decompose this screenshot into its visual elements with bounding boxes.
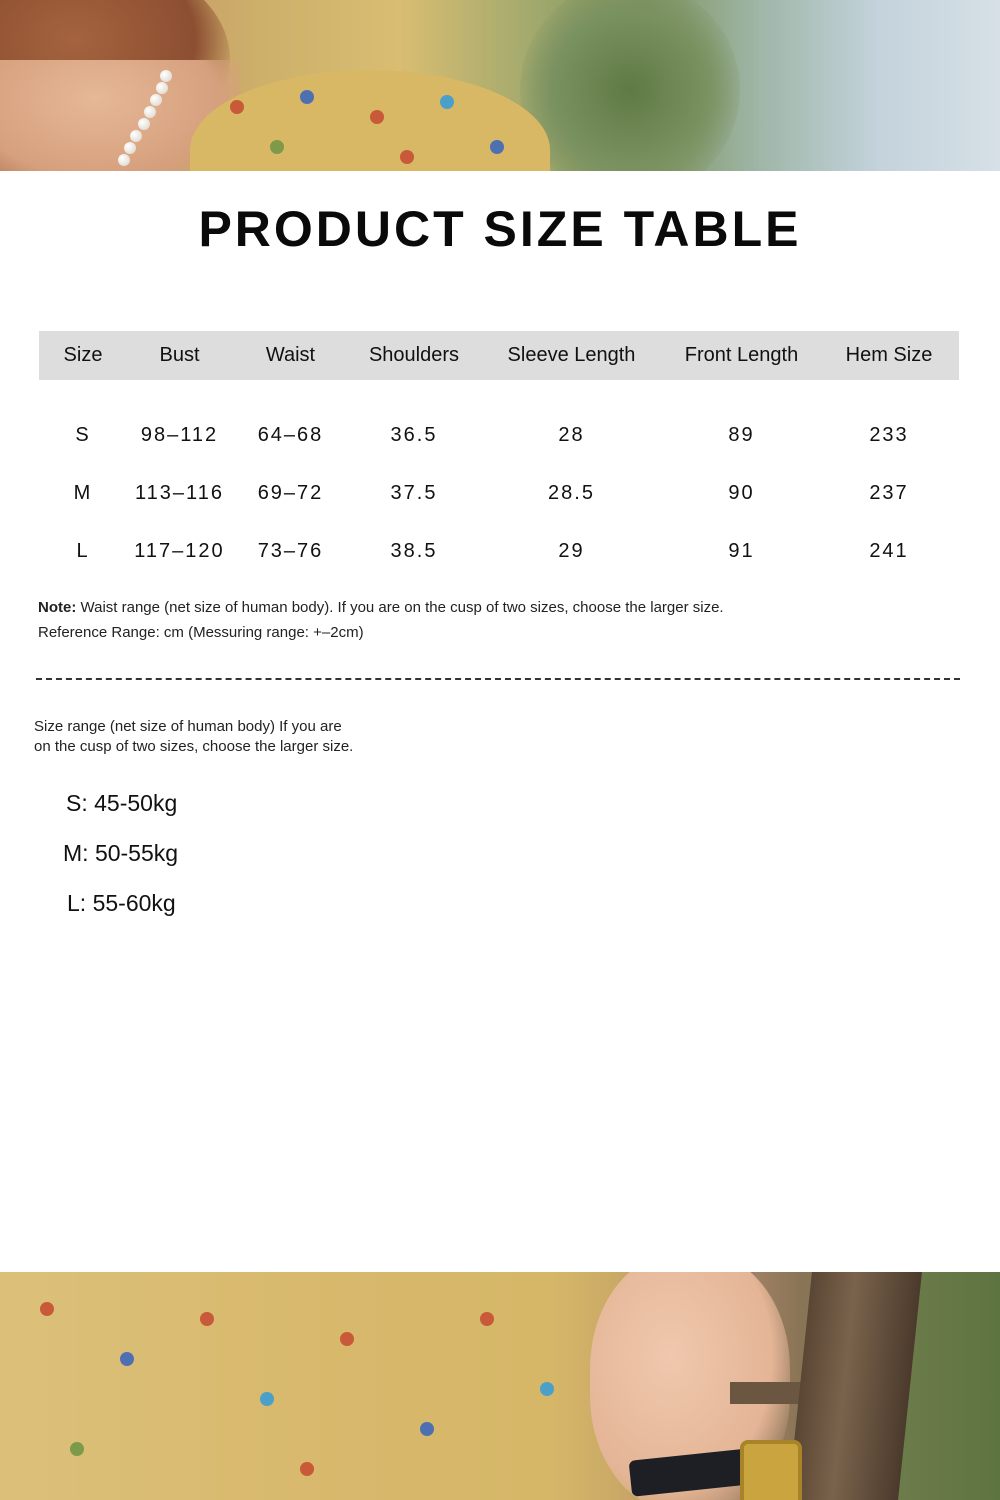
- weight-item-l: L: 55-60kg: [67, 890, 176, 916]
- watch-icon: [740, 1440, 802, 1500]
- cell-front-length: 91: [728, 539, 755, 562]
- weight-item-s: S: 45-50kg: [66, 790, 178, 816]
- top-product-photo: [0, 0, 1000, 171]
- cell-shoulders: 38.5: [390, 539, 438, 562]
- flower-print: [300, 90, 314, 104]
- cell-shoulders: 36.5: [390, 423, 438, 446]
- size-range-line: Size range (net size of human body) If you are: [34, 718, 342, 735]
- cell-hem-size: 237: [869, 481, 909, 504]
- cell-bust: 98–112: [140, 423, 219, 446]
- flower-print: [420, 1422, 434, 1436]
- wooden-chair-post: [788, 1272, 922, 1500]
- weight-item-m: M: 50-55kg: [63, 840, 179, 866]
- dashed-divider: [36, 678, 960, 680]
- cell-waist: 69–72: [257, 481, 324, 504]
- table-header-row: [39, 331, 959, 380]
- floral-shirt-shape: [190, 70, 550, 171]
- flower-print: [270, 140, 284, 154]
- header-front-length: Front Length: [664, 331, 819, 380]
- weight-list: [63, 786, 179, 936]
- note-line: [38, 595, 724, 620]
- cell-waist: 73–76: [257, 539, 324, 562]
- flower-print: [40, 1302, 54, 1316]
- flower-print: [480, 1312, 494, 1326]
- cell-front-length: 89: [728, 423, 755, 446]
- cell-shoulders: 37.5: [390, 481, 438, 504]
- note-label: Note:: [38, 599, 77, 616]
- cell-sleeve-length: 28.5: [548, 481, 595, 504]
- header-size: Size: [39, 331, 127, 380]
- header-bust: Bust: [127, 331, 232, 380]
- bottom-product-photo: [0, 1272, 1000, 1500]
- flower-print: [120, 1352, 134, 1366]
- flower-print: [400, 150, 414, 164]
- table-row: [39, 522, 959, 580]
- header-hem-size: Hem Size: [819, 331, 959, 380]
- page-title: PRODUCT SIZE TABLE: [198, 201, 802, 257]
- flower-print: [490, 140, 504, 154]
- size-range-line: on the cusp of two sizes, choose the larger size.: [34, 738, 354, 755]
- cell-size: M: [73, 481, 93, 504]
- flower-print: [340, 1332, 354, 1346]
- flower-print: [540, 1382, 554, 1396]
- table-row: [39, 380, 959, 464]
- cell-size: S: [75, 423, 91, 446]
- cell-bust: 117–120: [134, 539, 225, 562]
- pearl-necklace: [110, 70, 180, 170]
- cell-hem-size: 233: [869, 423, 909, 446]
- flower-print: [70, 1442, 84, 1456]
- measurement-note: [38, 595, 724, 645]
- reference-range: Reference Range: cm (Messuring range: +–2cm): [38, 624, 364, 641]
- flower-print: [260, 1392, 274, 1406]
- note-text: Waist range (net size of human body). If you are on the cusp of two sizes, choose the larger size.: [76, 599, 724, 616]
- flower-print: [230, 100, 244, 114]
- foliage-shape: [520, 0, 740, 171]
- flower-print: [300, 1462, 314, 1476]
- cell-front-length: 90: [728, 481, 755, 504]
- header-sleeve-length: Sleeve Length: [479, 331, 664, 380]
- flower-print: [440, 95, 454, 109]
- header-shoulders: Shoulders: [349, 331, 479, 380]
- cell-hem-size: 241: [869, 539, 909, 562]
- flower-print: [200, 1312, 214, 1326]
- size-table: [39, 331, 959, 580]
- cell-waist: 64–68: [257, 423, 324, 446]
- cell-sleeve-length: 29: [558, 539, 585, 562]
- cell-bust: 113–116: [135, 481, 224, 504]
- flower-print: [370, 110, 384, 124]
- cell-sleeve-length: 28: [558, 423, 585, 446]
- cell-size: L: [76, 539, 90, 562]
- size-range-intro: [34, 717, 394, 757]
- table-row: [39, 464, 959, 522]
- header-waist: Waist: [232, 331, 349, 380]
